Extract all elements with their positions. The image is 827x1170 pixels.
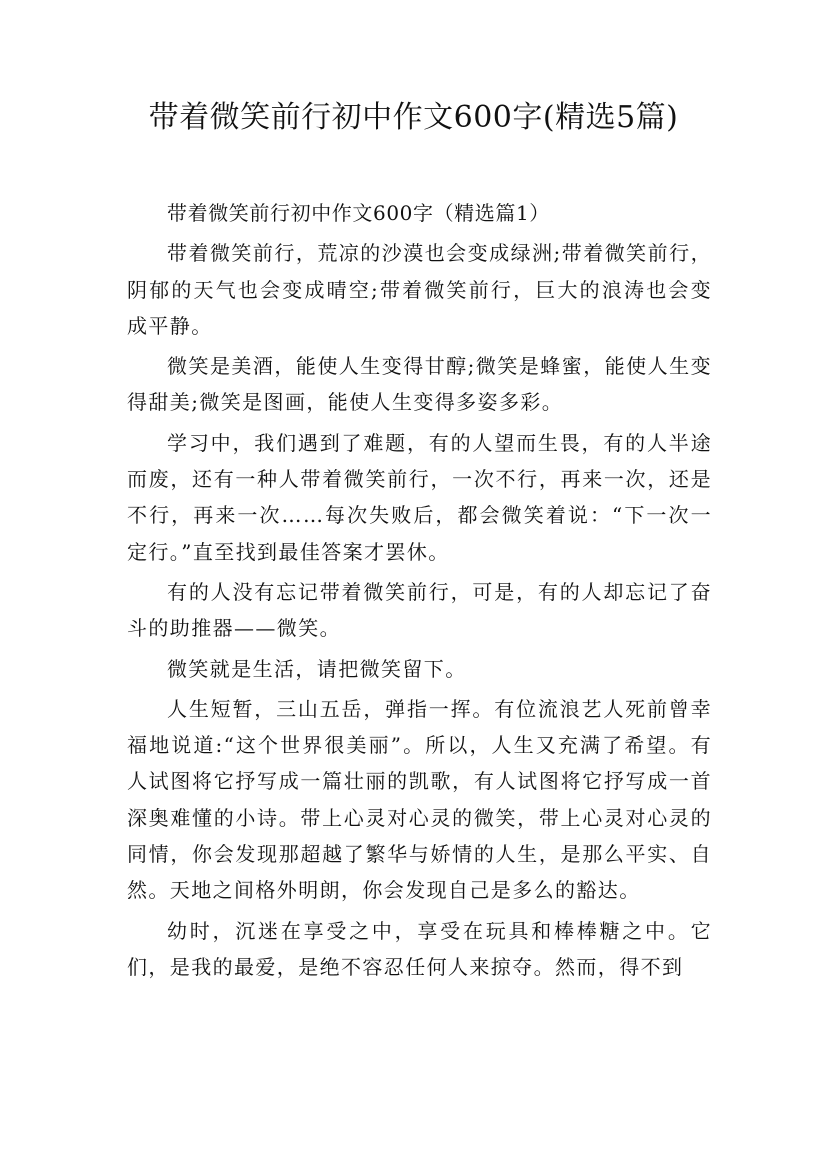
document-title: 带着微笑前行初中作文600字(精选5篇) [148, 100, 679, 135]
paragraph: 幼时，沉迷在享受之中，享受在玩具和棒棒糖之中。它们，是我的最爱，是绝不容忍任何人来掠夺。然而，得不到 [127, 918, 712, 979]
paragraph: 微笑是美酒，能使人生变得甘醇;微笑是蜂蜜，能使人生变得甜美;微笑是图画，能使人生变得多姿多彩。 [127, 354, 712, 415]
paragraph: 带着微笑前行，荒凉的沙漠也会变成绿洲;带着微笑前行，阴郁的天气也会变成晴空;带着微笑前行，巨大的浪涛也会变成平静。 [127, 241, 712, 338]
paragraph: 学习中，我们遇到了难题，有的人望而生畏，有的人半途而废，还有一种人带着微笑前行，一次不行，再来一次，还是不行，再来一次……每次失败后，都会微笑着说：“下一次一定行。”直至找到最佳答案才罢休。 [127, 430, 712, 564]
document-body [127, 195, 712, 989]
paragraph: 人生短暂，三山五岳，弹指一挥。有位流浪艺人死前曾幸福地说道:“这个世界很美丽”。所以，人生又充满了希望。有人试图将它抒写成一篇壮丽的凯歌，有人试图将它抒写成一首深奥难懂的小诗。带上心灵对心灵的微笑，带上心灵对心灵的同情，你会发现那超越了繁华与娇情的人生，是那么平实、自然。天地之间格外明朗，你会发现自己是多么的豁达。 [127, 696, 712, 903]
paragraph: 微笑就是生活，请把微笑留下。 [167, 656, 467, 681]
paragraph: 有的人没有忘记带着微笑前行，可是，有的人却忘记了奋斗的助推器——微笑。 [127, 579, 712, 641]
section-subtitle: 带着微笑前行初中作文600字（精选篇1） [167, 201, 550, 225]
